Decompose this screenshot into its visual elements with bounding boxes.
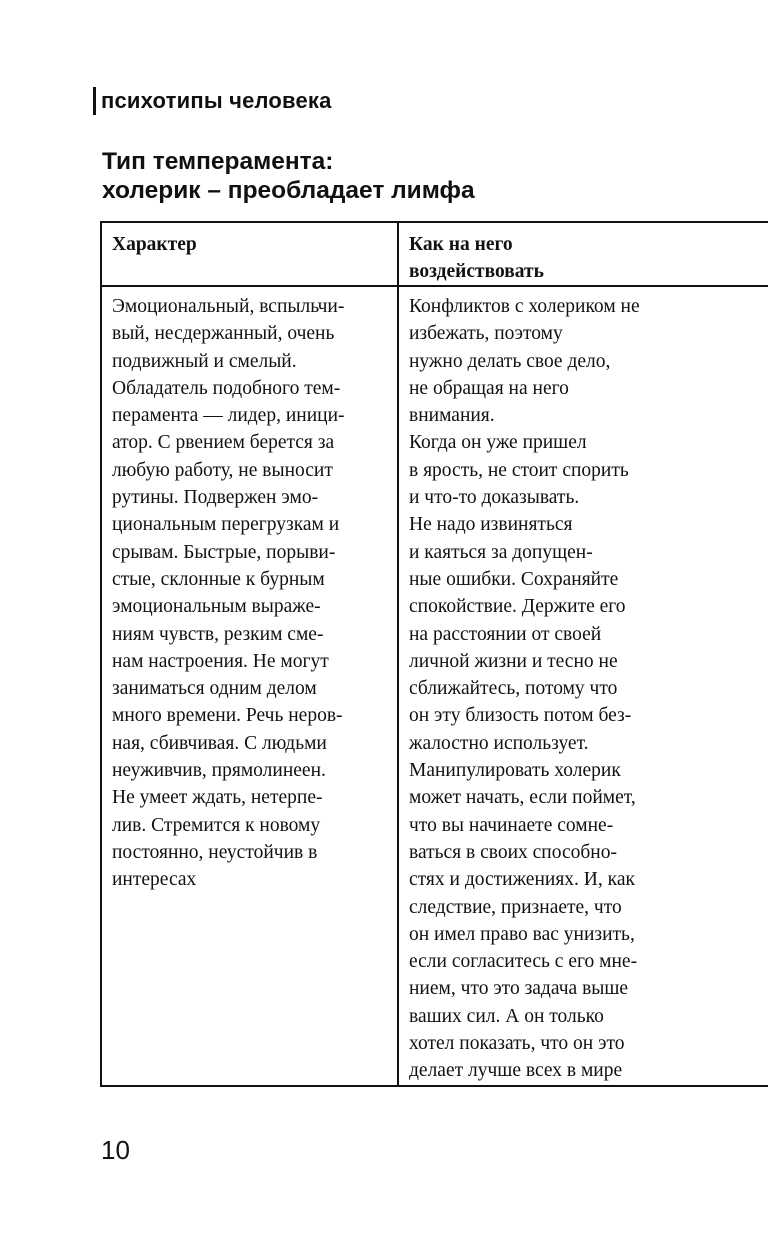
text-line: ниям чувств, резким сме- xyxy=(112,623,324,645)
text-line: может начать, если поймет, xyxy=(409,787,636,809)
text-line: нам настроения. Не могут xyxy=(112,650,329,672)
text-line: нужно делать свое дело, xyxy=(409,350,611,372)
text-line: ные ошибки. Сохраняйте xyxy=(409,568,619,590)
text-line: срывам. Быстрые, порыви- xyxy=(112,541,336,563)
text-line: циональным перегрузкам и xyxy=(112,514,340,536)
running-head-text: психотипы человека xyxy=(101,88,332,113)
text-line: ная, сбивчивая. С людьми xyxy=(112,732,327,754)
text-line: Когда он уже пришел xyxy=(409,432,587,454)
text-line: спокойствие. Держите его xyxy=(409,596,626,618)
section-title xyxy=(102,147,702,205)
text-line: личной жизни и тесно не xyxy=(409,650,618,672)
running-head-bar xyxy=(93,87,96,115)
table-header-row xyxy=(101,222,768,286)
text-line: нием, что это задача выше xyxy=(409,978,629,1000)
text-line: жалостно использует. xyxy=(409,732,589,754)
text-line: он эту близость потом без- xyxy=(409,705,632,727)
header-influence-line-1: Как на него xyxy=(409,234,513,255)
text-line: Не надо извиняться xyxy=(409,514,573,536)
text-line: если согласитесь с его мне- xyxy=(409,951,638,973)
text-line: атор. С рвением берется за xyxy=(112,432,335,454)
text-line: на расстоянии от своей xyxy=(409,623,602,645)
text-line: не обращая на него xyxy=(409,377,569,399)
text-line: стые, склонные к бурным xyxy=(112,568,325,590)
text-line: заниматься одним делом xyxy=(112,678,317,700)
text-line: он имел право вас унизить, xyxy=(409,923,635,945)
text-line: внимания. xyxy=(409,405,495,427)
text-line: подвижный и смелый. xyxy=(112,350,297,372)
text-line: избежать, поэтому xyxy=(409,323,563,345)
header-character xyxy=(101,222,398,286)
text-line: эмоциональным выраже- xyxy=(112,596,321,618)
text-line: Не умеет ждать, нетерпе- xyxy=(112,787,323,809)
text-line: что вы начинаете сомне- xyxy=(409,814,614,836)
header-influence xyxy=(398,222,768,286)
influence-cell xyxy=(398,286,768,1086)
running-head xyxy=(93,86,332,116)
text-line: неуживчив, прямолинеен. xyxy=(112,760,326,782)
text-line: лив. Стремится к новому xyxy=(112,814,321,836)
section-title-line-2: холерик – преобладает лимфа xyxy=(102,177,475,204)
table-body-row xyxy=(101,286,768,1086)
text-line: и что-то доказывать. xyxy=(409,487,580,509)
text-line: любую работу, не выносит xyxy=(112,459,333,481)
header-character-text: Характер xyxy=(112,234,197,255)
text-line: хотел показать, что он это xyxy=(409,1033,625,1055)
text-line: ваться в своих способно- xyxy=(409,841,617,863)
character-text xyxy=(112,293,387,894)
text-line: перамента — лидер, иници- xyxy=(112,405,345,427)
text-line: интересах xyxy=(112,869,197,891)
text-line: вый, несдержанный, очень xyxy=(112,323,335,345)
character-cell xyxy=(101,286,398,1086)
header-influence-line-2: воздействовать xyxy=(409,261,544,282)
text-line: много времени. Речь неров- xyxy=(112,705,343,727)
text-line: ваших сил. А он только xyxy=(409,1005,604,1027)
text-line: сближайтесь, потому что xyxy=(409,678,618,700)
text-line: следствие, признаете, что xyxy=(409,896,622,918)
text-line: Обладатель подобного тем- xyxy=(112,377,341,399)
text-line: в ярость, не стоит спорить xyxy=(409,459,629,481)
temperament-table xyxy=(100,221,768,1087)
text-line: Эмоциональный, вспыльчи- xyxy=(112,296,345,317)
section-title-line-1: Тип темперамента: xyxy=(102,148,334,175)
text-line: стях и достижениях. И, как xyxy=(409,869,635,891)
text-line: Конфликтов с холериком не xyxy=(409,296,640,317)
page-number: 10 xyxy=(101,1135,130,1165)
text-line: и каяться за допущен- xyxy=(409,541,593,563)
text-line: Манипулировать холерик xyxy=(409,760,621,782)
text-line: делает лучше всех в мире xyxy=(409,1060,623,1082)
text-line: постоянно, неустойчив в xyxy=(112,841,318,863)
influence-text xyxy=(409,293,760,1085)
text-line: рутины. Подвержен эмо- xyxy=(112,487,319,509)
